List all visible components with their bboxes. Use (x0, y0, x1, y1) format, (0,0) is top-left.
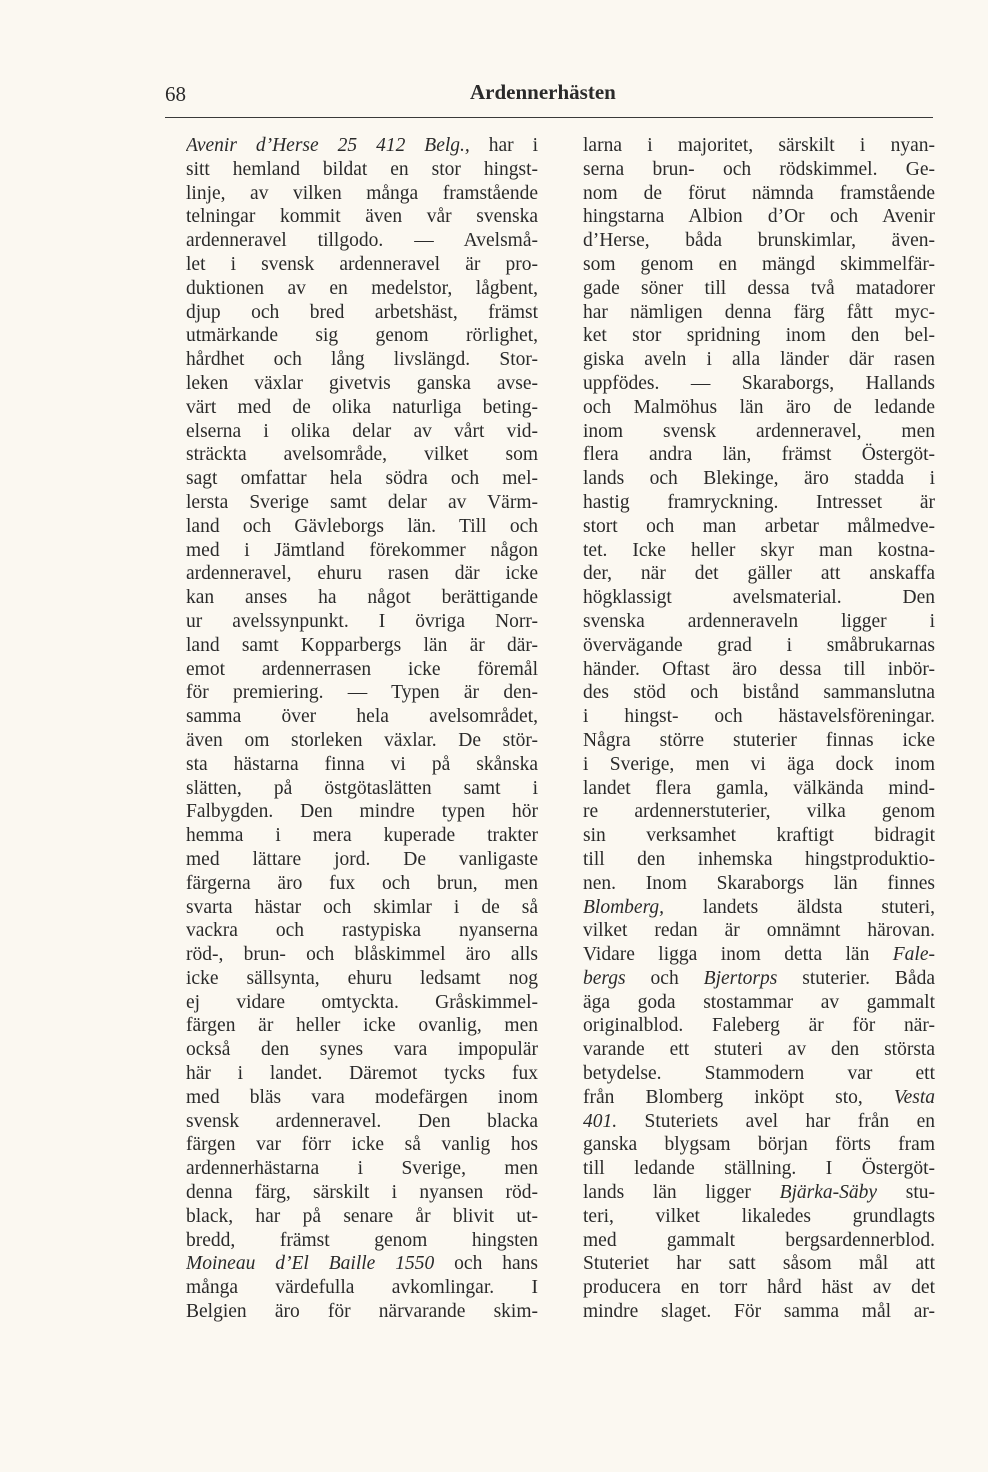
text-line (583, 205, 935, 229)
text-run: denna färg, särskilt i nyansen röd- (186, 1182, 538, 1204)
italic-text: bergs (583, 967, 626, 989)
text-run: har nämligen denna färg fått myc- (583, 301, 935, 323)
text-run: med bläs vara modefärgen inom (186, 1086, 538, 1108)
text-run: utmärkande sig genom rörlighet, (186, 325, 538, 347)
text-line (186, 539, 538, 563)
italic-text: Bjärka-Säby (779, 1182, 878, 1204)
text-run: ganska blygsam början förts fram (583, 1134, 935, 1156)
text-line (186, 348, 538, 372)
text-run: ur avelssynpunkt. I övriga Norr- (186, 610, 538, 632)
text-run: stuterier. Båda (777, 967, 935, 989)
text-line (186, 610, 538, 634)
text-run: slätten, på östgötaslätten samt i (186, 777, 538, 799)
text-run: landet flera gamla, välkända mind- (583, 777, 935, 799)
text-line (583, 372, 935, 396)
text-run: och Malmöhus län äro de ledande (583, 396, 935, 418)
text-line (186, 182, 538, 206)
text-line (186, 658, 538, 682)
text-run: sta hästarna finna vi på skånska (186, 753, 538, 775)
text-line (583, 182, 935, 206)
text-run: och hans (434, 1253, 538, 1275)
text-line (583, 1014, 935, 1038)
text-line (583, 491, 935, 515)
text-line (186, 1038, 538, 1062)
text-run: der, när det gäller att anskaffa (583, 563, 935, 585)
text-run: hingstarna Albion d’Or och Avenir (583, 206, 935, 228)
text-run: gade söner till dessa två matadorer (583, 277, 935, 299)
italic-text: Vesta (893, 1086, 935, 1108)
text-run: sträckta avelsområde, vilket som (186, 444, 538, 466)
text-run: kan anses ha något berättigande (186, 587, 538, 609)
text-run: många värdefulla avkomlingar. I (186, 1277, 538, 1299)
text-run: Vidare ligga inom detta län (583, 944, 893, 966)
text-line (186, 991, 538, 1015)
text-run: stort och man arbetar målmedve- (583, 515, 935, 537)
text-line (186, 205, 538, 229)
text-run: inom svensk ardenneravel, men (583, 420, 935, 442)
running-title: Ardennerhästen (470, 80, 616, 104)
text-line (186, 134, 538, 158)
text-run: land samt Kopparbergs län är där- (186, 634, 538, 656)
text-line (583, 1110, 935, 1134)
text-line (583, 896, 935, 920)
italic-text: Blomberg, (583, 896, 665, 918)
text-run: övervägande grad i småbrukarnas (583, 634, 935, 656)
text-run: d’Herse, båda brunskimlar, även- (583, 230, 935, 252)
text-line (583, 1038, 935, 1062)
text-line (583, 324, 935, 348)
text-line (186, 372, 538, 396)
text-run: med i Jämtland förekommer någon (186, 539, 538, 561)
text-run: till ledande ställning. I Östergöt- (583, 1158, 935, 1180)
text-run: leken växlar givetvis ganska avse- (186, 372, 538, 394)
text-run: svensk ardenneravel. Den blacka (186, 1110, 538, 1132)
text-run: emot ardennerrasen icke föremål (186, 658, 538, 680)
text-run: varande ett stuteri av den största (583, 1039, 935, 1061)
text-run: ardenneravel, ehuru rasen där icke (186, 563, 538, 585)
text-line (186, 229, 538, 253)
text-line (186, 1252, 538, 1276)
text-run: originalblod. Faleberg är för när- (583, 1015, 935, 1037)
text-line (186, 443, 538, 467)
text-run: vilket redan är omnämnt härovan. (583, 920, 935, 942)
text-run: icke sällsynta, ehuru ledsamt nog (186, 967, 538, 989)
text-line (186, 1300, 538, 1324)
text-run: re ardennerstuterier, vilka genom (583, 801, 935, 823)
text-line (583, 1205, 935, 1229)
text-line (186, 301, 538, 325)
text-line (186, 467, 538, 491)
text-run: telningar kommit även vår svenska (186, 206, 538, 228)
text-run: flera andra län, främst Östergöt- (583, 444, 935, 466)
text-line (583, 705, 935, 729)
text-run: larna i majoritet, särskilt i nyan- (583, 135, 935, 156)
page-number: 68 (165, 82, 186, 106)
text-line (186, 158, 538, 182)
text-run: till den inhemska hingstproduktio- (583, 848, 935, 870)
text-line (186, 1181, 538, 1205)
text-run: betydelse. Stammodern var ett (583, 1063, 935, 1085)
text-run: svarta hästar och skimlar i de så (186, 896, 538, 918)
text-run: som genom en mängd skimmelfär- (583, 253, 935, 275)
text-run: ket stor spridning inom den bel- (583, 325, 935, 347)
text-run: Några större stuterier finnas icke (583, 729, 935, 751)
text-line (583, 919, 935, 943)
text-run: ardennerhästarna i Sverige, men (186, 1158, 538, 1180)
text-run: högklassigt avelsmaterial. Den (583, 587, 935, 609)
text-run: värt med de olika naturliga beting- (186, 396, 538, 418)
text-line (186, 634, 538, 658)
text-line (583, 1181, 935, 1205)
text-line (583, 991, 935, 1015)
text-run: land och Gävleborgs län. Till och (186, 515, 538, 537)
text-run: teri, vilket likaledes grundlagts (583, 1205, 935, 1227)
text-line (583, 396, 935, 420)
text-run: black, har på senare år blivit ut- (186, 1205, 538, 1227)
text-line (583, 681, 935, 705)
text-line (186, 1086, 538, 1110)
text-run: färgerna äro fux och brun, men (186, 872, 538, 894)
text-line (186, 515, 538, 539)
text-run: vackra och rastypiska nyanserna (186, 920, 538, 942)
text-run: ej vidare omtyckta. Gråskimmel- (186, 991, 538, 1013)
text-run: duktionen av en medelstor, lågbent, (186, 277, 538, 299)
text-run: svenska ardenneraveln ligger i (583, 610, 935, 632)
text-line (583, 301, 935, 325)
text-line (583, 1086, 935, 1110)
text-run: hårdhet och lång livslängd. Stor- (186, 349, 538, 371)
text-line (186, 872, 538, 896)
text-line (186, 1157, 538, 1181)
text-line (583, 1276, 935, 1300)
text-line (583, 134, 935, 158)
text-line (186, 705, 538, 729)
text-line (583, 800, 935, 824)
text-line (186, 562, 538, 586)
text-run: stu- (877, 1182, 935, 1204)
text-line (186, 848, 538, 872)
text-run: samma över hela avelsområdet, (186, 706, 538, 728)
italic-text: 401. (583, 1110, 618, 1132)
text-line (583, 967, 935, 991)
text-line (583, 348, 935, 372)
text-run: ardenneravel tillgodo. — Avelsmå- (186, 230, 538, 252)
text-run: bredd, främst genom hingsten (186, 1229, 538, 1251)
text-line (186, 681, 538, 705)
text-run: här i landet. Däremot tycks fux (186, 1063, 538, 1085)
italic-text: Fale- (892, 944, 935, 966)
text-run: i hingst- och hästavelsföreningar. (583, 706, 935, 728)
text-line (186, 1205, 538, 1229)
text-run: med lättare jord. De vanligaste (186, 848, 538, 870)
text-run: lands län ligger (583, 1182, 780, 1204)
text-line (583, 229, 935, 253)
text-line (583, 1229, 935, 1253)
text-line (186, 1276, 538, 1300)
text-line (583, 562, 935, 586)
text-run: djup och bred arbetshäst, främst (186, 301, 538, 323)
text-run: sitt hemland bildat en stor hingst- (186, 158, 538, 180)
text-line (186, 1229, 538, 1253)
text-line (186, 1133, 538, 1157)
text-line (186, 1014, 538, 1038)
text-line (583, 658, 935, 682)
text-line (583, 467, 935, 491)
text-line (583, 539, 935, 563)
text-run: elserna i olika delar av vårt vid- (186, 420, 538, 442)
text-line (186, 324, 538, 348)
italic-text: Bjertorps (703, 967, 778, 989)
text-run: Stuteriet har satt såsom mål att (583, 1253, 935, 1275)
header-rule (165, 117, 933, 118)
text-line (186, 967, 538, 991)
text-run: nom de förut nämnda framstående (583, 182, 935, 204)
text-line (186, 277, 538, 301)
text-run: giska aveln i alla länder där rasen (583, 349, 935, 371)
right-text-column (583, 134, 935, 1324)
text-line (186, 800, 538, 824)
text-line (583, 1157, 935, 1181)
text-run: hastig framryckning. Intresset är (583, 491, 935, 513)
text-line (186, 396, 538, 420)
text-run: med gammalt bergsardennerblod. (583, 1229, 935, 1251)
text-run: har i (469, 135, 538, 156)
text-line (186, 919, 538, 943)
text-run: från Blomberg inköpt sto, (583, 1086, 894, 1108)
text-line (583, 158, 935, 182)
text-run: Stuteriets avel har från en (617, 1110, 935, 1132)
text-run: röd-, brun- och blåskimmel äro alls (186, 944, 538, 966)
text-run: serna brun- och rödskimmel. Ge- (583, 158, 935, 180)
text-run: hemma i mera kuperade trakter (186, 825, 538, 847)
text-run: lersta Sverige samt delar av Värm- (186, 491, 538, 513)
text-run: Falbygden. Den mindre typen hör (186, 801, 538, 823)
text-line (583, 729, 935, 753)
text-line (583, 634, 935, 658)
text-line (583, 848, 935, 872)
text-run: uppfödes. — Skaraborgs, Hallands (583, 372, 935, 394)
text-line (583, 586, 935, 610)
text-run: lands och Blekinge, äro stadda i (583, 468, 935, 490)
text-run: Belgien äro för närvarande skim- (186, 1301, 538, 1323)
text-run: i Sverige, men vi äga dock inom (583, 753, 935, 775)
italic-text: Avenir d’Herse 25 412 Belg., (186, 135, 470, 156)
text-run: sagt omfattar hela södra och mel- (186, 468, 538, 490)
text-line (186, 896, 538, 920)
text-line (186, 777, 538, 801)
text-line (583, 753, 935, 777)
text-line (583, 1300, 935, 1324)
italic-text: Moineau d’El Baille 1550 (186, 1253, 435, 1275)
text-line (186, 824, 538, 848)
text-line (186, 420, 538, 444)
text-run: landets äldsta stuteri, (664, 896, 935, 918)
text-run: och (625, 967, 704, 989)
text-line (583, 872, 935, 896)
text-line (583, 610, 935, 634)
text-run: även om storleken växlar. De stör- (186, 729, 538, 751)
text-run: mindre slaget. För samma mål ar- (583, 1301, 935, 1323)
text-run: för premiering. — Typen är den- (186, 682, 538, 704)
text-line (583, 943, 935, 967)
text-line (583, 443, 935, 467)
text-run: des stöd och bistånd sammanslutna (583, 682, 935, 704)
text-line (186, 253, 538, 277)
text-line (583, 420, 935, 444)
text-run: äga goda stostammar av gammalt (583, 991, 935, 1013)
text-line (583, 824, 935, 848)
text-line (583, 1062, 935, 1086)
text-line (583, 1133, 935, 1157)
text-run: producera en torr hård häst av det (583, 1277, 935, 1299)
text-line (583, 253, 935, 277)
text-run: linje, av vilken många framstående (186, 182, 538, 204)
text-run: färgen var förr icke så vanlig hos (186, 1134, 538, 1156)
text-run: nen. Inom Skaraborgs län finnes (583, 872, 935, 894)
text-run: färgen är heller icke ovanlig, men (186, 1015, 538, 1037)
left-text-column (186, 134, 538, 1324)
text-line (186, 491, 538, 515)
text-run: let i svensk ardenneravel är pro- (186, 253, 538, 275)
text-line (583, 777, 935, 801)
text-run: händer. Oftast äro dessa till inbör- (583, 658, 935, 680)
text-line (583, 277, 935, 301)
text-line (186, 943, 538, 967)
text-line (583, 515, 935, 539)
text-line (186, 586, 538, 610)
text-line (186, 729, 538, 753)
text-line (583, 1252, 935, 1276)
text-line (186, 1110, 538, 1134)
text-run: också den synes vara impopulär (186, 1039, 538, 1061)
text-run: tet. Icke heller skyr man kostna- (583, 539, 935, 561)
text-line (186, 753, 538, 777)
text-run: sin verksamhet kraftigt bidragit (583, 825, 935, 847)
text-line (186, 1062, 538, 1086)
